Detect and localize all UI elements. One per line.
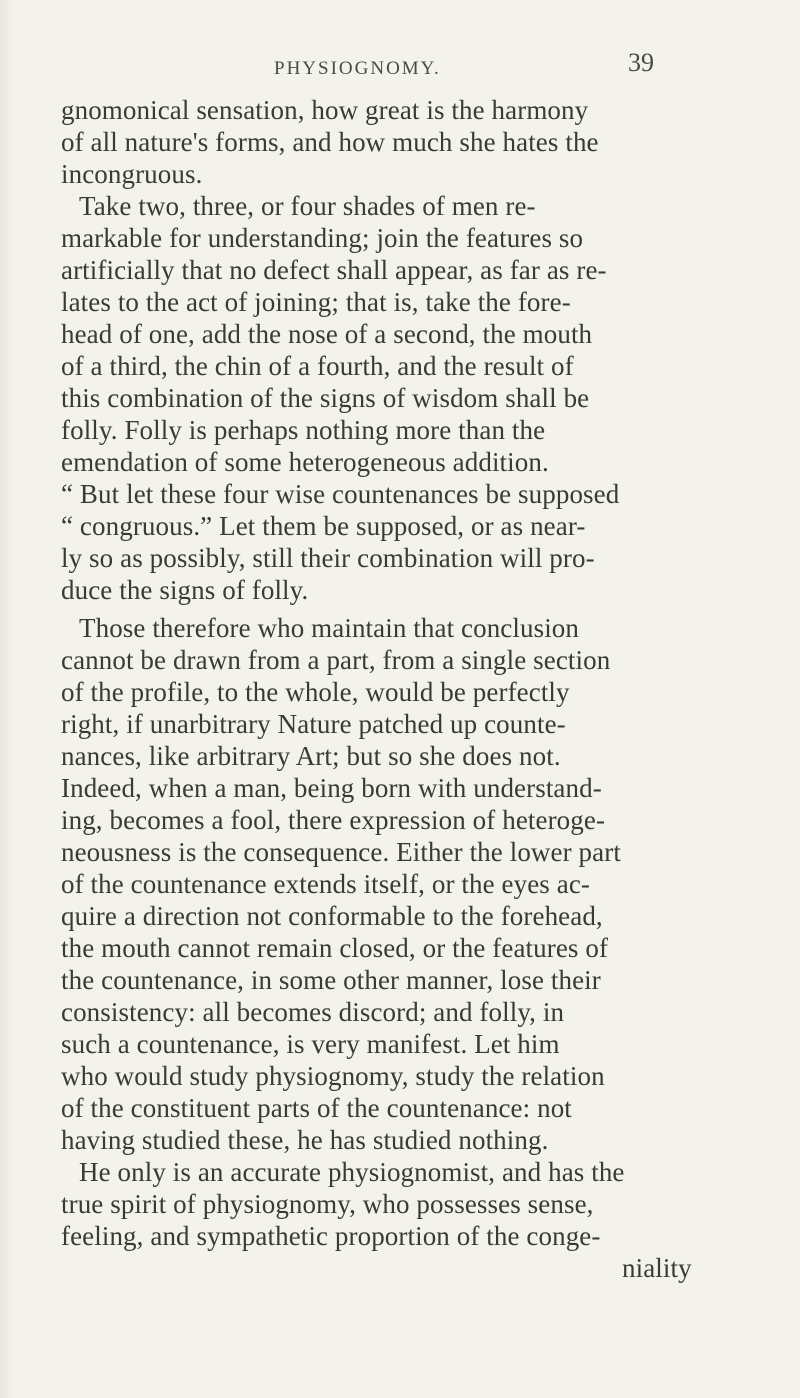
text-line: lates to the act of joining; that is, take the fore- <box>61 287 571 317</box>
text-line: the mouth cannot remain closed, or the features of <box>61 933 609 963</box>
text-line: of a third, the chin of a fourth, and the result of <box>61 351 574 381</box>
text-line: Indeed, when a man, being born with understand- <box>61 773 602 803</box>
text-line: this combination of the signs of wisdom shall be <box>61 383 590 413</box>
text-line: emendation of some heterogeneous addition. <box>61 447 549 477</box>
text-line: incongruous. <box>61 159 203 189</box>
text-line: markable for understanding; join the features so <box>61 223 584 253</box>
text-line: Take two, three, or four shades of men re- <box>79 191 536 221</box>
text-line: neousness is the consequence. Either the lower part <box>61 837 621 867</box>
text-line: of the countenance extends itself, or the eyes ac- <box>61 869 591 899</box>
text-line: having studied these, he has studied nothing. <box>61 1125 549 1155</box>
text-line: duce the signs of folly. <box>61 575 309 605</box>
text-line: right, if unarbitrary Nature patched up counte- <box>61 709 566 739</box>
running-head <box>0 48 800 88</box>
text-line: ing, becomes a fool, there expression of heteroge- <box>61 805 606 835</box>
text-line: quire a direction not conformable to the forehead, <box>61 901 603 931</box>
text-line: the countenance, in some other manner, lose their <box>61 965 601 995</box>
text-line: niality <box>622 1253 692 1283</box>
text-line: “ congruous.” Let them be supposed, or as near- <box>61 511 586 541</box>
text-line: of all nature's forms, and how much she hates the <box>61 127 599 157</box>
text-line: of the profile, to the whole, would be perfectly <box>61 677 570 707</box>
text-line: He only is an accurate physiognomist, and has the <box>79 1157 625 1187</box>
page-number: 39 <box>628 48 654 77</box>
text-line: nances, like arbitrary Art; but so she does not. <box>61 741 561 771</box>
text-line: Those therefore who maintain that conclusion <box>79 613 579 643</box>
text-line: who would study physiognomy, study the relation <box>61 1061 605 1091</box>
text-line: consistency: all becomes discord; and folly, in <box>61 997 565 1027</box>
text-line: folly. Folly is perhaps nothing more than the <box>61 415 546 445</box>
text-line: gnomonical sensation, how great is the harmony <box>61 95 589 125</box>
text-line: feeling, and sympathetic proportion of the conge- <box>61 1221 601 1251</box>
text-line: head of one, add the nose of a second, the mouth <box>61 319 593 349</box>
text-line: such a countenance, is very manifest. Let him <box>61 1029 560 1059</box>
running-title: PHYSIOGNOMY. <box>274 58 441 79</box>
text-line: “ But let these four wise countenances be supposed <box>61 479 620 509</box>
text-line: true spirit of physiognomy, who possesses sense, <box>61 1189 594 1219</box>
text-line: cannot be drawn from a part, from a single section <box>61 645 611 675</box>
text-line: of the constituent parts of the countenance: not <box>61 1093 572 1123</box>
text-line: ly so as possibly, still their combination will pro- <box>61 543 595 573</box>
text-line: artificially that no defect shall appear, as far as re- <box>61 255 607 285</box>
